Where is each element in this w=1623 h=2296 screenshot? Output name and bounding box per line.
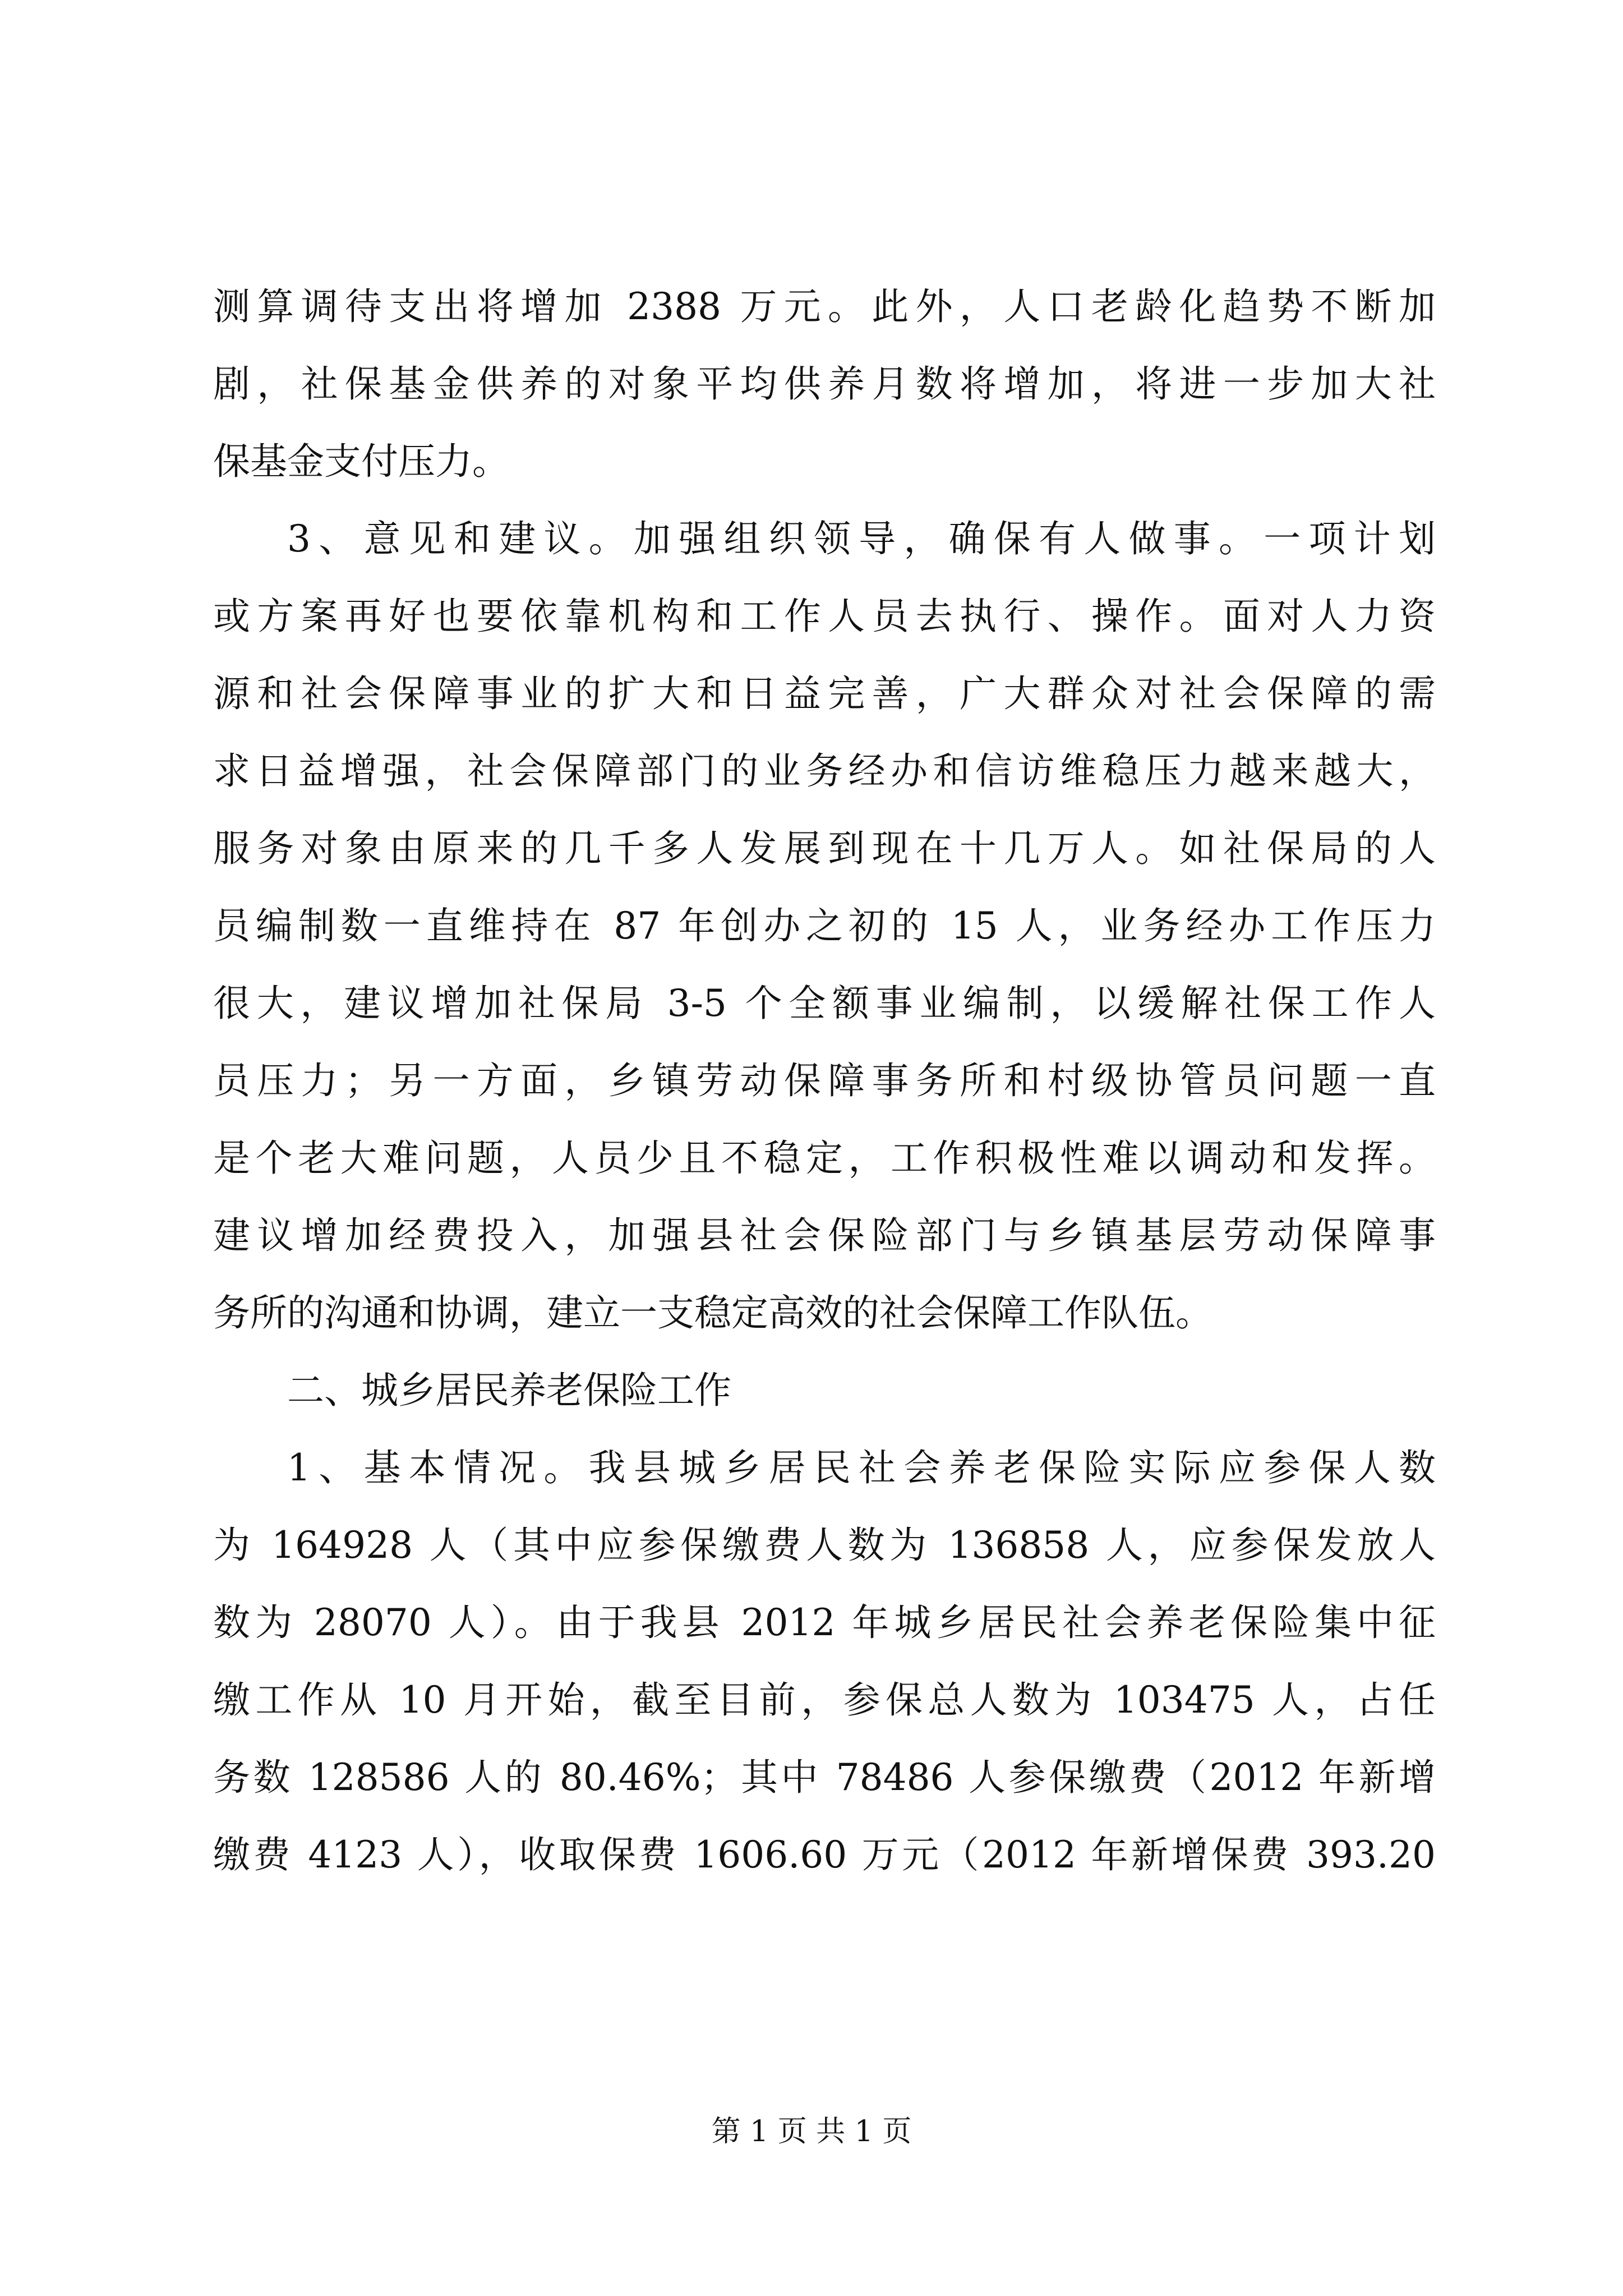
text-line: 1、基本情况。我县城乡居民社会养老保险实际应参保人数 bbox=[287, 1446, 1436, 1489]
text-line: 缴工作从 10 月开始，截至目前，参保总人数为 103475 人，占任 bbox=[213, 1678, 1436, 1722]
text-line: 务所的沟通和协调，建立一支稳定高效的社会保障工作队伍。 bbox=[213, 1291, 1212, 1335]
text-line: 为 164928 人（其中应参保缴费人数为 136858 人，应参保发放人 bbox=[213, 1524, 1436, 1567]
text-line: 建议增加经费投入，加强县社会保险部门与乡镇基层劳动保障事 bbox=[213, 1214, 1436, 1257]
text-line: 数为 28070 人）。由于我县 2012 年城乡居民社会养老保险集中征 bbox=[213, 1601, 1436, 1644]
text-line: 源和社会保障事业的扩大和日益完善，广大群众对社会保障的需 bbox=[213, 672, 1436, 715]
text-line: 服务对象由原来的几千多人发展到现在十几万人。如社保局的人 bbox=[213, 827, 1436, 870]
text-line: 员压力；另一方面，乡镇劳动保障事务所和村级协管员问题一直 bbox=[213, 1059, 1436, 1102]
text-line: 求日益增强，社会保障部门的业务经办和信访维稳压力越来越大， bbox=[213, 749, 1436, 793]
text-line: 剧，社保基金供养的对象平均供养月数将增加，将进一步加大社 bbox=[213, 362, 1436, 406]
text-line: 很大，建议增加社保局 3-5 个全额事业编制，以缓解社保工作人 bbox=[213, 982, 1436, 1025]
text-line: 3、意见和建议。加强组织领导，确保有人做事。一项计划 bbox=[287, 517, 1436, 560]
text-line: 或方案再好也要依靠机构和工作人员去执行、操作。面对人力资 bbox=[213, 595, 1436, 638]
text-line: 务数 128586 人的 80.46%；其中 78486 人参保缴费（2012 年新增 bbox=[213, 1756, 1436, 1799]
text-line: 测算调待支出将增加 2388 万元。此外，人口老龄化趋势不断加 bbox=[213, 285, 1436, 328]
text-line: 员编制数一直维持在 87 年创办之初的 15 人，业务经办工作压力 bbox=[213, 904, 1436, 947]
body-text bbox=[213, 268, 1436, 1894]
text-line: 是个老大难问题，人员少且不稳定，工作积极性难以调动和发挥。 bbox=[213, 1137, 1436, 1180]
text-line: 保基金支付压力。 bbox=[213, 440, 509, 483]
text-line: 缴费 4123 人），收取保费 1606.60 万元（2012 年新增保费 393.20 bbox=[213, 1833, 1436, 1876]
text-line: 二、城乡居民养老保险工作 bbox=[287, 1369, 731, 1412]
page-footer: 第 1 页 共 1 页 bbox=[711, 2115, 912, 2148]
